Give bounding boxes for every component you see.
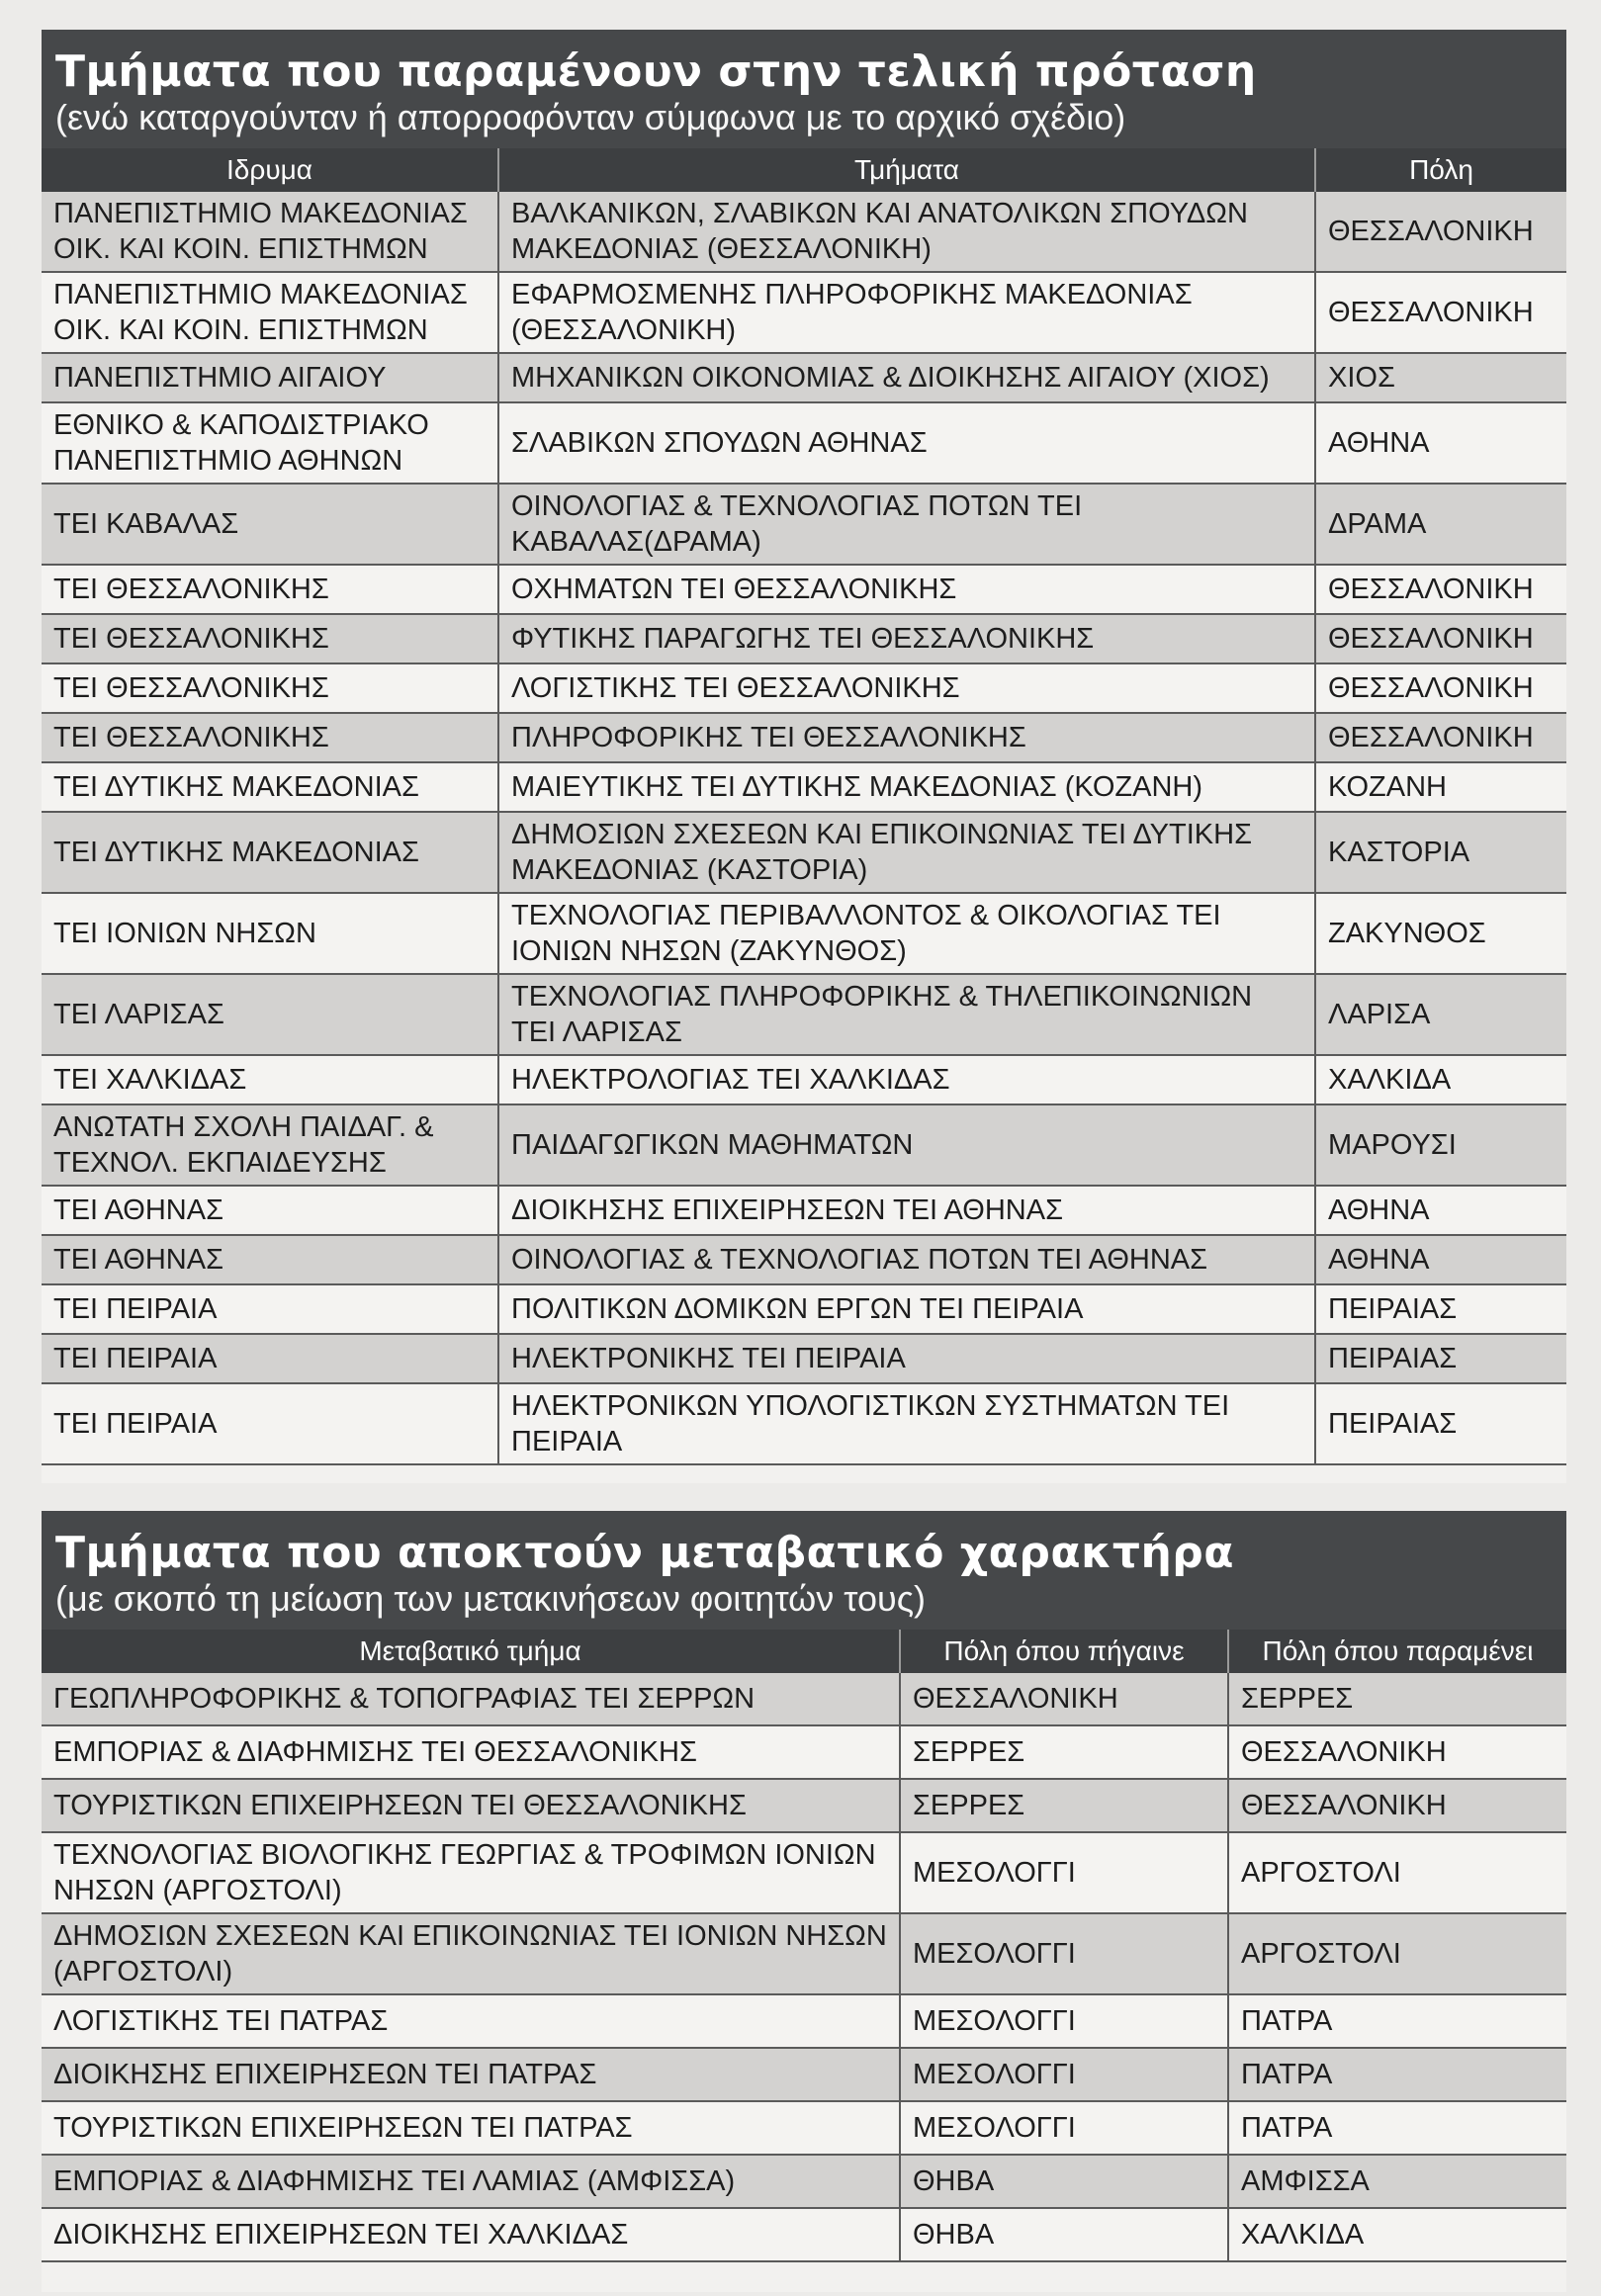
institution-cell: ΤΕΙ ΔΥΤΙΚΗΣ ΜΑΚΕΔΟΝΙΑΣ <box>42 812 498 893</box>
transitional-departments-subtitle: (με σκοπό τη μείωση των μετακινήσεων φοιτητών τους) <box>55 1578 927 1619</box>
table-row <box>42 1186 1566 1235</box>
city-cell: ΜΑΡΟΥΣΙ <box>1315 1104 1566 1186</box>
table-row <box>42 1725 1566 1779</box>
city-cell: ΘΕΣΣΑΛΟΝΙΚΗ <box>1315 565 1566 614</box>
table-row <box>42 2155 1566 2208</box>
city-cell: ΚΑΣΤΟΡΙΑ <box>1315 812 1566 893</box>
table-row <box>42 1104 1566 1186</box>
table-row <box>42 565 1566 614</box>
transitional-department-cell: ΔΙΟΙΚΗΣΗΣ ΕΠΙΧΕΙΡΗΣΕΩΝ ΤΕΙ ΠΑΤΡΑΣ <box>42 2048 900 2101</box>
table-row <box>42 484 1566 565</box>
transitional-department-cell: ΛΟΓΙΣΤΙΚΗΣ ΤΕΙ ΠΑΤΡΑΣ <box>42 1994 900 2048</box>
department-cell: ΗΛΕΚΤΡΟΝΙΚΩΝ ΥΠΟΛΟΓΙΣΤΙΚΩΝ ΣΥΣΤΗΜΑΤΩΝ ΤΕΙ ΠΕΙΡΑΙΑ <box>498 1383 1315 1464</box>
department-cell: ΣΛΑΒΙΚΩΝ ΣΠΟΥΔΩΝ ΑΘΗΝΑΣ <box>498 402 1315 484</box>
city-remains-cell: ΑΜΦΙΣΣΑ <box>1228 2155 1566 2208</box>
city-remains-cell: ΑΡΓΟΣΤΟΛΙ <box>1228 1832 1566 1913</box>
institution-cell: ΤΕΙ ΑΘΗΝΑΣ <box>42 1235 498 1284</box>
transitional-department-cell: ΤΕΧΝΟΛΟΓΙΑΣ ΒΙΟΛΟΓΙΚΗΣ ΓΕΩΡΓΙΑΣ & ΤΡΟΦΙΜΩΝ ΙΟΝΙΩΝ ΝΗΣΩΝ (ΑΡΓΟΣΤΟΛΙ) <box>42 1832 900 1913</box>
table-row <box>42 1832 1566 1913</box>
department-cell: ΔΙΟΙΚΗΣΗΣ ΕΠΙΧΕΙΡΗΣΕΩΝ ΤΕΙ ΑΘΗΝΑΣ <box>498 1186 1315 1235</box>
table-row <box>42 192 1566 272</box>
column-header-institution: Ιδρυμα <box>42 148 498 192</box>
table-row <box>42 2101 1566 2155</box>
department-cell: ΠΛΗΡΟΦΟΡΙΚΗΣ ΤΕΙ ΘΕΣΣΑΛΟΝΙΚΗΣ <box>498 713 1315 762</box>
remaining-departments-title: Τμήματα που παραμένουν στην τελική πρόταση <box>55 46 1257 97</box>
department-cell: ΗΛΕΚΤΡΟΝΙΚΗΣ ΤΕΙ ΠΕΙΡΑΙΑ <box>498 1334 1315 1383</box>
institution-cell: ΤΕΙ ΘΕΣΣΑΛΟΝΙΚΗΣ <box>42 565 498 614</box>
department-cell: ΗΛΕΚΤΡΟΛΟΓΙΑΣ ΤΕΙ ΧΑΛΚΙΔΑΣ <box>498 1055 1315 1104</box>
institution-cell: ΠΑΝΕΠΙΣΤΗΜΙΟ ΜΑΚΕΔΟΝΙΑΣ ΟΙΚ. ΚΑΙ ΚΟΙΝ. ΕΠΙΣΤΗΜΩΝ <box>42 272 498 353</box>
institution-cell: ΤΕΙ ΔΥΤΙΚΗΣ ΜΑΚΕΔΟΝΙΑΣ <box>42 762 498 812</box>
table-row <box>42 762 1566 812</box>
column-header-city: Πόλη <box>1315 148 1566 192</box>
city-was-going-cell: ΜΕΣΟΛΟΓΓΙ <box>900 1832 1228 1913</box>
table-row <box>42 713 1566 762</box>
table-row <box>42 1673 1566 1725</box>
table-row <box>42 893 1566 974</box>
department-cell: ΟΙΝΟΛΟΓΙΑΣ & ΤΕΧΝΟΛΟΓΙΑΣ ΠΟΤΩΝ ΤΕΙ ΚΑΒΑΛΑΣ(ΔΡΑΜΑ) <box>498 484 1315 565</box>
department-cell: ΠΑΙΔΑΓΩΓΙΚΩΝ ΜΑΘΗΜΑΤΩΝ <box>498 1104 1315 1186</box>
city-remains-cell: ΧΑΛΚΙΔΑ <box>1228 2208 1566 2261</box>
city-was-going-cell: ΜΕΣΟΛΟΓΓΙ <box>900 1994 1228 2048</box>
transitional-department-cell: ΕΜΠΟΡΙΑΣ & ΔΙΑΦΗΜΙΣΗΣ ΤΕΙ ΘΕΣΣΑΛΟΝΙΚΗΣ <box>42 1725 900 1779</box>
column-header-city-was-going: Πόλη όπου πήγαινε <box>900 1630 1228 1673</box>
table-row <box>42 663 1566 713</box>
table-row <box>42 402 1566 484</box>
city-cell: ΧΑΛΚΙΔΑ <box>1315 1055 1566 1104</box>
column-header-departments: Τμήματα <box>498 148 1315 192</box>
remaining-departments-subtitle: (ενώ καταργούνταν ή απορροφόνταν σύμφωνα με το αρχικό σχέδιο) <box>55 97 1126 137</box>
department-cell: ΕΦΑΡΜΟΣΜΕΝΗΣ ΠΛΗΡΟΦΟΡΙΚΗΣ ΜΑΚΕΔΟΝΙΑΣ (ΘΕΣΣΑΛΟΝΙΚΗ) <box>498 272 1315 353</box>
institution-cell: ΤΕΙ ΑΘΗΝΑΣ <box>42 1186 498 1235</box>
institution-cell: ΤΕΙ ΛΑΡΙΣΑΣ <box>42 974 498 1055</box>
city-cell: ΘΕΣΣΑΛΟΝΙΚΗ <box>1315 192 1566 272</box>
transitional-department-cell: ΔΙΟΙΚΗΣΗΣ ΕΠΙΧΕΙΡΗΣΕΩΝ ΤΕΙ ΧΑΛΚΙΔΑΣ <box>42 2208 900 2261</box>
city-cell: ΘΕΣΣΑΛΟΝΙΚΗ <box>1315 713 1566 762</box>
transitional-departments-header <box>42 1511 1566 1630</box>
department-cell: ΒΑΛΚΑΝΙΚΩΝ, ΣΛΑΒΙΚΩΝ ΚΑΙ ΑΝΑΤΟΛΙΚΩΝ ΣΠΟΥΔΩΝ ΜΑΚΕΔΟΝΙΑΣ (ΘΕΣΣΑΛΟΝΙΚΗ) <box>498 192 1315 272</box>
transitional-departments-panel <box>42 1511 1566 2292</box>
department-cell: ΜΑΙΕΥΤΙΚΗΣ ΤΕΙ ΔΥΤΙΚΗΣ ΜΑΚΕΔΟΝΙΑΣ (ΚΟΖΑΝΗ) <box>498 762 1315 812</box>
city-cell: ΔΡΑΜΑ <box>1315 484 1566 565</box>
department-cell: ΔΗΜΟΣΙΩΝ ΣΧΕΣΕΩΝ ΚΑΙ ΕΠΙΚΟΙΝΩΝΙΑΣ ΤΕΙ ΔΥΤΙΚΗΣ ΜΑΚΕΔΟΝΙΑΣ (ΚΑΣΤΟΡΙΑ) <box>498 812 1315 893</box>
institution-cell: ΤΕΙ ΘΕΣΣΑΛΟΝΙΚΗΣ <box>42 614 498 663</box>
city-was-going-cell: ΣΕΡΡΕΣ <box>900 1779 1228 1832</box>
institution-cell: ΤΕΙ ΠΕΙΡΑΙΑ <box>42 1284 498 1334</box>
table-row <box>42 1994 1566 2048</box>
table-row <box>42 1779 1566 1832</box>
institution-cell: ΠΑΝΕΠΙΣΤΗΜΙΟ ΜΑΚΕΔΟΝΙΑΣ ΟΙΚ. ΚΑΙ ΚΟΙΝ. ΕΠΙΣΤΗΜΩΝ <box>42 192 498 272</box>
table-row <box>42 1055 1566 1104</box>
city-cell: ΚΟΖΑΝΗ <box>1315 762 1566 812</box>
city-was-going-cell: ΘΕΣΣΑΛΟΝΙΚΗ <box>900 1673 1228 1725</box>
city-cell: ΑΘΗΝΑ <box>1315 402 1566 484</box>
institution-cell: ΤΕΙ ΠΕΙΡΑΙΑ <box>42 1334 498 1383</box>
table-row <box>42 812 1566 893</box>
institution-cell: ΤΕΙ ΠΕΙΡΑΙΑ <box>42 1383 498 1464</box>
transitional-department-cell: ΤΟΥΡΙΣΤΙΚΩΝ ΕΠΙΧΕΙΡΗΣΕΩΝ ΤΕΙ ΠΑΤΡΑΣ <box>42 2101 900 2155</box>
city-remains-cell: ΠΑΤΡΑ <box>1228 2048 1566 2101</box>
table-row <box>42 1334 1566 1383</box>
institution-cell: ΤΕΙ ΧΑΛΚΙΔΑΣ <box>42 1055 498 1104</box>
table-header-row <box>42 1630 1566 1673</box>
transitional-departments-table <box>42 1630 1566 2262</box>
table-row <box>42 2048 1566 2101</box>
city-cell: ΧΙΟΣ <box>1315 353 1566 402</box>
city-was-going-cell: ΜΕΣΟΛΟΓΓΙ <box>900 2101 1228 2155</box>
city-cell: ΘΕΣΣΑΛΟΝΙΚΗ <box>1315 614 1566 663</box>
city-cell: ΘΕΣΣΑΛΟΝΙΚΗ <box>1315 663 1566 713</box>
city-was-going-cell: ΜΕΣΟΛΟΓΓΙ <box>900 2048 1228 2101</box>
department-cell: ΟΧΗΜΑΤΩΝ ΤΕΙ ΘΕΣΣΑΛΟΝΙΚΗΣ <box>498 565 1315 614</box>
city-cell: ΠΕΙΡΑΙΑΣ <box>1315 1334 1566 1383</box>
table-row <box>42 272 1566 353</box>
city-cell: ΘΕΣΣΑΛΟΝΙΚΗ <box>1315 272 1566 353</box>
table-row <box>42 2208 1566 2261</box>
department-cell: ΤΕΧΝΟΛΟΓΙΑΣ ΠΕΡΙΒΑΛΛΟΝΤΟΣ & ΟΙΚΟΛΟΓΙΑΣ ΤΕΙ ΙΟΝΙΩΝ ΝΗΣΩΝ (ΖΑΚΥΝΘΟΣ) <box>498 893 1315 974</box>
transitional-department-cell: ΓΕΩΠΛΗΡΟΦΟΡΙΚΗΣ & ΤΟΠΟΓΡΑΦΙΑΣ ΤΕΙ ΣΕΡΡΩΝ <box>42 1673 900 1725</box>
institution-cell: ΕΘΝΙΚΟ & ΚΑΠΟΔΙΣΤΡΙΑΚΟ ΠΑΝΕΠΙΣΤΗΜΙΟ ΑΘΗΝΩΝ <box>42 402 498 484</box>
city-was-going-cell: ΘΗΒΑ <box>900 2208 1228 2261</box>
city-remains-cell: ΠΑΤΡΑ <box>1228 1994 1566 2048</box>
city-cell: ΠΕΙΡΑΙΑΣ <box>1315 1383 1566 1464</box>
department-cell: ΟΙΝΟΛΟΓΙΑΣ & ΤΕΧΝΟΛΟΓΙΑΣ ΠΟΤΩΝ ΤΕΙ ΑΘΗΝΑΣ <box>498 1235 1315 1284</box>
remaining-departments-header <box>42 30 1566 148</box>
column-header-city-remains: Πόλη όπου παραμένει <box>1228 1630 1566 1673</box>
city-remains-cell: ΘΕΣΣΑΛΟΝΙΚΗ <box>1228 1725 1566 1779</box>
transitional-department-cell: ΤΟΥΡΙΣΤΙΚΩΝ ΕΠΙΧΕΙΡΗΣΕΩΝ ΤΕΙ ΘΕΣΣΑΛΟΝΙΚΗΣ <box>42 1779 900 1832</box>
department-cell: ΠΟΛΙΤΙΚΩΝ ΔΟΜΙΚΩΝ ΕΡΓΩΝ ΤΕΙ ΠΕΙΡΑΙΑ <box>498 1284 1315 1334</box>
table-row <box>42 1284 1566 1334</box>
department-cell: ΦΥΤΙΚΗΣ ΠΑΡΑΓΩΓΗΣ ΤΕΙ ΘΕΣΣΑΛΟΝΙΚΗΣ <box>498 614 1315 663</box>
city-was-going-cell: ΘΗΒΑ <box>900 2155 1228 2208</box>
remaining-departments-panel <box>42 30 1566 1483</box>
city-cell: ΛΑΡΙΣΑ <box>1315 974 1566 1055</box>
table-row <box>42 614 1566 663</box>
table-row <box>42 974 1566 1055</box>
institution-cell: ΑΝΩΤΑΤΗ ΣΧΟΛΗ ΠΑΙΔΑΓ. & ΤΕΧΝΟΛ. ΕΚΠΑΙΔΕΥΣΗΣ <box>42 1104 498 1186</box>
table-row <box>42 1913 1566 1994</box>
column-header-transitional-department: Μεταβατικό τμήμα <box>42 1630 900 1673</box>
table-row <box>42 353 1566 402</box>
city-was-going-cell: ΣΕΡΡΕΣ <box>900 1725 1228 1779</box>
table-row <box>42 1383 1566 1464</box>
institution-cell: ΤΕΙ ΚΑΒΑΛΑΣ <box>42 484 498 565</box>
department-cell: ΤΕΧΝΟΛΟΓΙΑΣ ΠΛΗΡΟΦΟΡΙΚΗΣ & ΤΗΛΕΠΙΚΟΙΝΩΝΙΩΝ ΤΕΙ ΛΑΡΙΣΑΣ <box>498 974 1315 1055</box>
transitional-department-cell: ΕΜΠΟΡΙΑΣ & ΔΙΑΦΗΜΙΣΗΣ ΤΕΙ ΛΑΜΙΑΣ (ΑΜΦΙΣΣΑ) <box>42 2155 900 2208</box>
city-cell: ΑΘΗΝΑ <box>1315 1235 1566 1284</box>
department-cell: ΜΗΧΑΝΙΚΩΝ ΟΙΚΟΝΟΜΙΑΣ & ΔΙΟΙΚΗΣΗΣ ΑΙΓΑΙΟΥ (ΧΙΟΣ) <box>498 353 1315 402</box>
city-remains-cell: ΑΡΓΟΣΤΟΛΙ <box>1228 1913 1566 1994</box>
transitional-department-cell: ΔΗΜΟΣΙΩΝ ΣΧΕΣΕΩΝ ΚΑΙ ΕΠΙΚΟΙΝΩΝΙΑΣ ΤΕΙ ΙΟΝΙΩΝ ΝΗΣΩΝ (ΑΡΓΟΣΤΟΛΙ) <box>42 1913 900 1994</box>
institution-cell: ΤΕΙ ΙΟΝΙΩΝ ΝΗΣΩΝ <box>42 893 498 974</box>
institution-cell: ΤΕΙ ΘΕΣΣΑΛΟΝΙΚΗΣ <box>42 713 498 762</box>
city-cell: ΖΑΚΥΝΘΟΣ <box>1315 893 1566 974</box>
table-header-row <box>42 148 1566 192</box>
department-cell: ΛΟΓΙΣΤΙΚΗΣ ΤΕΙ ΘΕΣΣΑΛΟΝΙΚΗΣ <box>498 663 1315 713</box>
city-remains-cell: ΣΕΡΡΕΣ <box>1228 1673 1566 1725</box>
city-was-going-cell: ΜΕΣΟΛΟΓΓΙ <box>900 1913 1228 1994</box>
city-remains-cell: ΠΑΤΡΑ <box>1228 2101 1566 2155</box>
city-remains-cell: ΘΕΣΣΑΛΟΝΙΚΗ <box>1228 1779 1566 1832</box>
city-cell: ΑΘΗΝΑ <box>1315 1186 1566 1235</box>
table-row <box>42 1235 1566 1284</box>
transitional-departments-title: Τμήματα που αποκτούν μεταβατικό χαρακτήρα <box>55 1528 1234 1578</box>
remaining-departments-table <box>42 148 1566 1465</box>
city-cell: ΠΕΙΡΑΙΑΣ <box>1315 1284 1566 1334</box>
institution-cell: ΤΕΙ ΘΕΣΣΑΛΟΝΙΚΗΣ <box>42 663 498 713</box>
institution-cell: ΠΑΝΕΠΙΣΤΗΜΙΟ ΑΙΓΑΙΟΥ <box>42 353 498 402</box>
